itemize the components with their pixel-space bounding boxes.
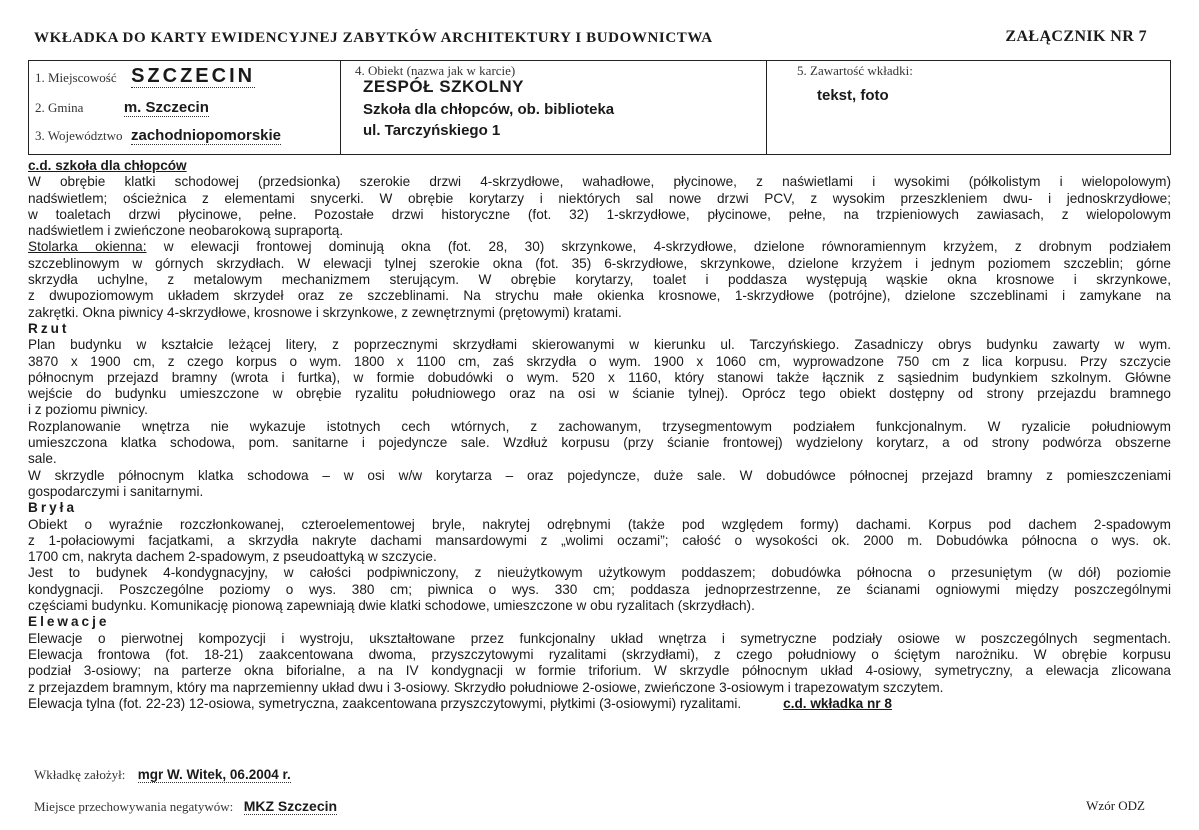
text-line: sale. <box>28 451 57 467</box>
text-line: umieszczona klatka schodowa, pom. sanitarne i pojedyncze sale. Wzdłuż korpusu (przy ścianie frontowej) wydzielony korytarz, a od strony podwórza obszerne <box>28 435 1171 451</box>
text-line: w toaletach drzwi płycinowe, pełne. Pozostałe drzwi historyczne (fot. 32) 1-skrzydłowe, płycinowe, pełne, na trzpieniowych zawiasach, z wielopolowym <box>28 206 1171 222</box>
text-line: zakrętki. Okna piwnicy 4-skrzydłowe, krosnowe i skrzynkowe, z zewnętrznymi (prętowymi) kratami. <box>28 304 622 320</box>
object-label: 4. Obiekt (nazwa jak w karcie) <box>355 63 516 78</box>
object-name: ZESPÓŁ SZKOLNY <box>363 77 524 96</box>
windows-line <box>28 239 1171 255</box>
commune-value: m. Szczecin <box>123 99 209 116</box>
object-description: Szkoła dla chłopców, ob. biblioteka <box>363 101 615 118</box>
annex-number: ZAŁĄCZNIK NR 7 <box>1005 28 1147 45</box>
text-line: Plan budynku w kształcie leżącej litery, z poprzecznymi skrzydłami skierowanymi w kierunku ul. Tarczyńskiego. Zasadniczy obrys budynku zawarty w wym. <box>28 337 1171 353</box>
text-line: 1700 cm, nakryta dachem 2-spadowym, z pseudoattyką w szczycie. <box>28 549 437 565</box>
contents-column <box>767 61 1170 154</box>
text-line: wejście do budynku umieszczone w obrębie ryzalitu południowego oraz na osi w ścianie tylnej). Oprócz tego obiekt dostępny od strony przejazdu bramnego <box>28 386 1171 402</box>
plan-heading: Rzut <box>28 320 70 336</box>
text-line: nadświetlem i zwieńczone neobarokową supraportą. <box>28 223 344 239</box>
text-line: częściami budynku. Komunikację pionową zapewniają dwie klatki schodowe, umieszczone w obu ryzalitach (skrzydłach). <box>28 598 755 614</box>
windows-label: Stolarka okienna: <box>28 239 147 255</box>
negatives-label: Miejsce przechowywania negatywów: <box>34 799 234 814</box>
filled-by-value: mgr W. Witek, 06.2004 r. <box>137 767 291 782</box>
locality-label: 1. Miejscowość <box>35 70 117 85</box>
negatives-value: MKZ Szczecin <box>243 798 338 814</box>
description-body <box>28 158 1171 712</box>
text-line: 3870 x 1900 cm, z czego korpus o wym. 1800 x 1100 cm, zaś skrzydła o wym. 1900 x 1060 cm, wyprowadzone 750 cm z lica korpusu. Przy szczycie <box>28 353 1171 369</box>
document-title: WKŁADKA DO KARTY EWIDENCYJNEJ ZABYTKÓW ARCHITEKTURY I BUDOWNICTWA <box>34 30 713 46</box>
info-box <box>28 60 1171 155</box>
text-line: Obiekt o wyraźnie rozczłonkowanej, czteroelementowej bryle, nakrytej odrębnymi (także pod względem formy) dachami. Korpus pod dachem 2-spadowym <box>28 516 1171 532</box>
text-line: szczeblinowym w górnych skrzydłach. W elewacji tylnej szerokie okna (fot. 35) 6-skrzydłowe, skrzynkowe, dzielone krzyżem i jednym poziomem szczeblin; górne <box>28 255 1171 271</box>
object-column <box>341 61 767 154</box>
text-line: W skrzydle północnym klatka schodowa – w osi w/w korytarza – oraz pojedyncze, duże sale. W dobudówce północnej przejazd bramny z pomieszczeniami <box>28 467 1171 483</box>
filled-by-label: Wkładkę założył: <box>34 767 126 782</box>
rear-elevation-text: Elewacja tylna (fot. 22-23) 12-osiowa, symetryczna, zaakcentowana przyszczytowymi, płytkimi (3-osiowymi) ryzalitami. <box>28 695 742 711</box>
text-line: i z poziomu piwnicy. <box>28 402 148 418</box>
text-line: Elewacje o pierwotnej kompozycji i wystroju, ukształtowane przez funkcjonalny układ wnętrza i symetryczne podziały osiowe w poszczególnych segmentach. <box>28 630 1171 646</box>
text-line: Jest to budynek 4-kondygnacyjny, w całości podpiwniczony, z nieużytkowym użytkowym poddaszem; dobudówka północna o przesuniętym (w dół) poziomie <box>28 565 1171 581</box>
text-line: gospodarczymi i sanitarnymi. <box>28 483 204 499</box>
windows-text: w elewacji frontowej dominują okna (fot. 28, 30) skrzynkowe, 4-skrzydłowe, dzielone równoramiennym krzyżem, z drobnym podziałem <box>146 239 1171 255</box>
text-line: Rozplanowanie wnętrza nie wykazuje istotnych cech wtórnych, z zachowanym, trzysegmentowym podziałem funkcjonalnym. W ryzalicie południowym <box>28 418 1171 434</box>
text-line: W obrębie klatki schodowej (przedsionka) szerokie drzwi 4-skrzydłowe, wahadłowe, płycinowe, z naświetlami i wysokimi (półkolistym i wielopolowym) <box>28 174 1171 190</box>
locality-row <box>35 65 255 88</box>
last-line <box>28 696 1171 712</box>
voivodeship-row <box>35 127 281 145</box>
filled-by-row <box>34 766 291 784</box>
voivodeship-label: 3. Województwo <box>35 128 123 143</box>
text-line: podział 3-osiowy; na parterze okna biforialne, a na IV kondygnacji w formie triforium. W skrzydle północnym układ 4-osiowy, symetryczny, a elewacja zlicowana <box>28 663 1171 679</box>
text-line: z przejazdem bramnym, który ma naprzemienny układ dwu i 3-osiowy. Skrzydło południowe 2-osiowe, zwieńczone 3-osiowym i trapezowatym szczytem. <box>28 679 944 695</box>
text-line: kondygnacji. Poszczególne poziomy o wys. 380 cm; piwnica o wys. 330 cm; poddasza jednoprzestrzenne, ze ścianami ogniowymi między poszczególnymi <box>28 581 1171 597</box>
text-line: skrzydła uchylne, z metalowym mechanizmem sterującym. W obrębie korytarzy, toalet i poddasza występują wąskie okna krosnowe i skrzynkowe, <box>28 272 1171 288</box>
locality-value: SZCZECIN <box>131 65 256 87</box>
continued-note: c.d. wkładka nr 8 <box>783 695 892 711</box>
text-line: Elewacja frontowa (fot. 18-21) zaakcentowana dwoma, przyszczytowymi ryzalitami (skrzydłami), z czego południowy o ściętym narożniku. W obrębie korpusu <box>28 646 1171 662</box>
contents-value: tekst, foto <box>817 87 889 104</box>
text-line: z 1-połaciowymi facjatkami, a skrzydła nakryte dachami mansardowymi z „wolimi oczami”; całość o wysokości ok. 2000 m. Dobudówka północna o wys. ok. <box>28 532 1171 548</box>
voivodeship-value: zachodniopomorskie <box>131 127 282 144</box>
text-line: nadświetlem; ościeżnica z elementami snycerki. W obrębie korytarzy i niektórych sal nowe drzwi PCV, z wysokim przeszkleniem dwu- i jednoskrzydłowe; <box>28 190 1171 206</box>
contents-label: 5. Zawartość wkładki: <box>797 63 913 78</box>
text-line: z dwupoziomowym układem skrzydeł oraz ze szczeblinami. Na strychu małe okienka krosnowe, 1-skrzydłowe (potrójne), dzielone szczeblinami i zamykane na <box>28 288 1171 304</box>
form-template-label: Wzór ODZ <box>1086 798 1145 813</box>
text-line: północnym przejazd bramny (wrota i furtka), w formie dobudówki o wym. 520 x 1160, który stanowi także łącznik z sąsiednim budynkiem szkolnym. Główne <box>28 369 1171 385</box>
commune-row <box>35 99 209 117</box>
negatives-location <box>34 798 337 816</box>
elevations-heading: Elewacje <box>28 614 110 630</box>
massing-heading: Bryła <box>28 500 78 516</box>
location-column <box>29 61 341 154</box>
section-heading: c.d. szkoła dla chłopców <box>28 158 187 173</box>
object-address: ul. Tarczyńskiego 1 <box>363 122 501 139</box>
commune-label: 2. Gmina <box>35 100 84 115</box>
